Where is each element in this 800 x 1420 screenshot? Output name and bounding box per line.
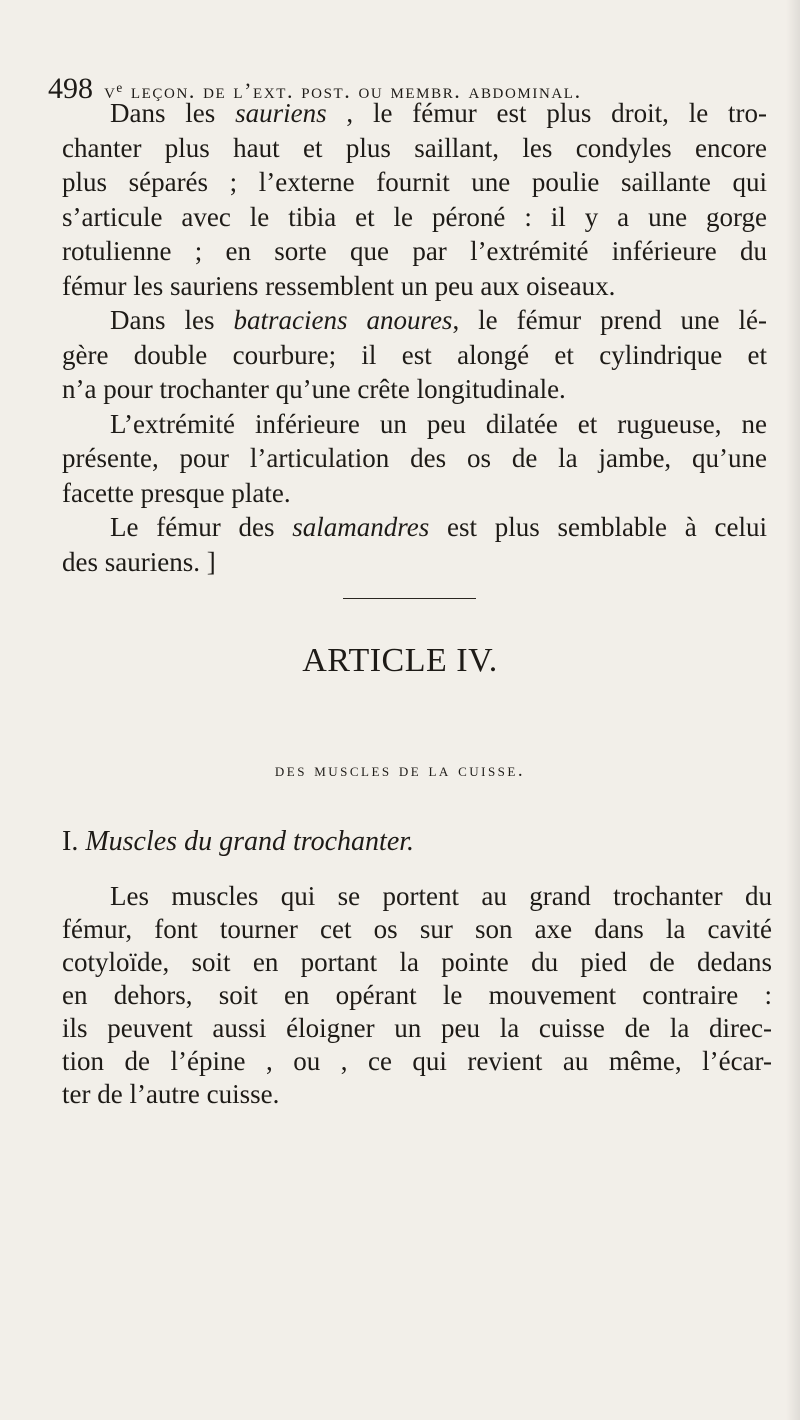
text-run: Dans les bbox=[110, 98, 236, 128]
text-line: ter de l’autre cuisse. bbox=[62, 1079, 280, 1109]
text-line bbox=[62, 510, 767, 545]
text-line bbox=[62, 303, 767, 338]
text-line bbox=[62, 96, 767, 131]
text-line: ils peuvent aussi éloigner un peu la cuisse de la direc- bbox=[62, 1013, 772, 1043]
text-line: rotulienne ; en sorte que par l’extrémité inférieure du bbox=[62, 236, 767, 266]
text-line: s’articule avec le tibia et le péroné : il y a une gorge bbox=[62, 201, 767, 232]
text-run: , le fémur prend une lé- bbox=[452, 305, 768, 335]
text-line: chanter plus haut et plus saillant, les condyles encore bbox=[62, 132, 767, 163]
section-body-text bbox=[62, 880, 772, 1111]
section-title: Muscles du grand trochanter. bbox=[85, 826, 415, 857]
text-line: en dehors, soit en opérant le mouvement contraire : bbox=[62, 980, 772, 1010]
section-divider-rule bbox=[343, 598, 476, 599]
text-line: gère double courbure; il est alongé et cylindrique et bbox=[62, 339, 767, 370]
text-run: est plus semblable à celui bbox=[429, 512, 767, 542]
text-line: n’a pour trochanter qu’une crête longitudinale. bbox=[62, 374, 566, 404]
text-line: L’extrémité inférieure un peu dilatée et rugueuse, ne bbox=[110, 408, 767, 439]
text-line: cotyloïde, soit en portant la pointe du pied de dedans bbox=[62, 947, 772, 977]
text-line: tion de l’épine , ou , ce qui revient au même, l’écar- bbox=[62, 1046, 772, 1076]
text-run: Dans les bbox=[110, 305, 234, 335]
text-line: plus séparés ; l’externe fournit une poulie saillante qui bbox=[62, 167, 767, 197]
page-number: 498 bbox=[48, 72, 93, 105]
italic-term: salamandres bbox=[292, 512, 430, 542]
text-line: fémur, font tourner cet os sur son axe dans la cavité bbox=[62, 914, 772, 944]
page-edge-shadow bbox=[786, 0, 800, 1420]
article-subtitle: des muscles de la cuisse. bbox=[274, 760, 526, 781]
text-run: , le fémur est plus droit, le tro- bbox=[326, 98, 768, 128]
section-heading bbox=[62, 826, 414, 858]
article-heading: ARTICLE IV. bbox=[302, 642, 498, 679]
text-line: Les muscles qui se portent au grand trochanter du bbox=[110, 881, 772, 911]
text-line: des sauriens. ] bbox=[62, 546, 216, 577]
section-number: I. bbox=[62, 826, 79, 857]
text-line: présente, pour l’articulation des os de la jambe, qu’une bbox=[62, 443, 767, 473]
running-title: vᵉ leçon. de l’ext. post. ou membr. abdominal. bbox=[104, 78, 582, 103]
text-line: facette presque plate. bbox=[62, 477, 291, 508]
text-run: Le fémur des bbox=[110, 512, 293, 542]
text-line: fémur les sauriens ressemblent un peu aux oiseaux. bbox=[62, 270, 616, 301]
italic-term: batraciens anoures bbox=[233, 305, 453, 335]
italic-term: sauriens bbox=[235, 98, 327, 128]
body-text bbox=[62, 96, 767, 579]
